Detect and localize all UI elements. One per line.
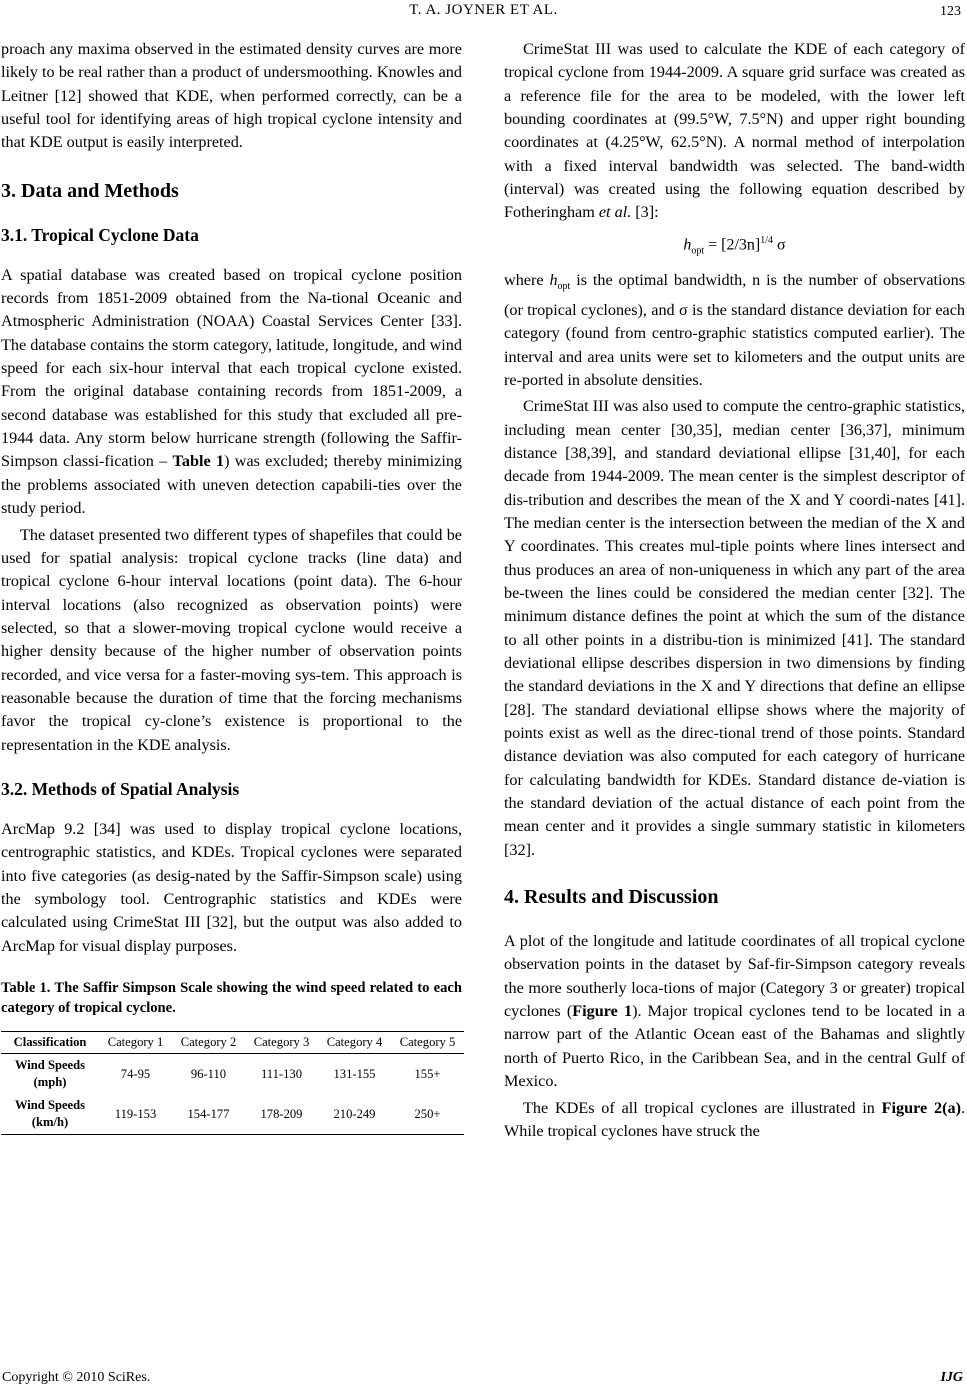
figure-1-reference[interactable]: Figure 1 (572, 1002, 633, 1021)
right-column (504, 38, 965, 1143)
left-column (1, 38, 462, 1135)
table-row-label: Wind Speeds (km/h) (1, 1094, 99, 1135)
page-number: 123 (940, 4, 961, 19)
table-1-reference[interactable]: Table 1 (172, 452, 225, 471)
figure-2a-reference[interactable]: Figure 2(a) (881, 1098, 961, 1117)
table-header-cell: Category 3 (245, 1032, 318, 1054)
table-cell: 119-153 (99, 1094, 172, 1135)
equation-explanation-paragraph: where $h_{opt}$ is the optimal bandwidth, n is the number of observations (or tropical cyclones), and σ is the standard distance deviation for each category (found from centro-graphic statistics computed earlier). The interval and area units were set to kilometers and the output units are re-ported in absolute densities. (504, 271, 966, 389)
table-row (1, 1094, 464, 1135)
page-header (0, 0, 967, 30)
results-paragraph-1: A plot of the longitude and latitude coordinates of all tropical cyclone observation points in the dataset by Saf-fir-Simpson category reveals the more southerly loca-tions of major (Category 3 or greater) tropical cyclones (Figure 1). Major tropical cyclones tend to be located in a narrow part of the Atlantic Ocean east of the Bahamas and slightly north of Puerto Rico, in the Caribbean Sea, and in the central Gulf of Mexico. (504, 932, 966, 1091)
results-paragraph-2: The KDEs of all tropical cyclones are illustrated in Figure 2(a). While tropical cyclones have struck the (504, 1098, 966, 1140)
table-cell: 154-177 (172, 1094, 245, 1135)
table-cell: 131-155 (333, 1066, 376, 1081)
saffir-simpson-table (1, 1031, 464, 1135)
bandwidth-equation: $h_{opt} = [2/3n]^{1/4}$ σ (683, 234, 786, 257)
running-head: T. A. JOYNER ET AL. (409, 2, 558, 18)
section-3-1-paragraph-2: The dataset presented two different types of shapefiles that could be used for spatial analysis: tropical cyclone tracks (line data) and tropical cyclone 6-hour interval locations (point data). The 6-hour interval locations (also recognized as observation points) were selected, so that a slower-moving tropical cyclone would receive a higher density because of the higher number of observation points recorded, and vice versa for a faster-moving sys-tem. This approach is reasonable because the duration of time that the forcing mechanisms favor the tropical cy-clone’s existence is proportional to the representation in the KDE analysis. (1, 525, 462, 754)
table-header-cell: Category 1 (99, 1032, 172, 1054)
table-header-cell: Category 2 (172, 1032, 245, 1054)
table-cell: 155+ (414, 1066, 441, 1081)
table-cell: 111-130 (260, 1066, 303, 1081)
section-3-2-heading: 3.2. Methods of Spatial Analysis (1, 778, 240, 799)
table-row-label: Wind Speeds (mph) (14, 1058, 86, 1089)
table-row (1, 1054, 464, 1095)
section-3-heading: 3. Data and Methods (1, 179, 179, 202)
centrographic-paragraph: CrimeStat III was also used to compute the centro-graphic statistics, including mean center [30,35], median center [36,37], minimum distance [38,39], and standard deviational ellipse [31,40], for each decade from 1944-2009. The mean center is the simplest descriptor of dis-tribution and describes the mean of the X and Y coordi-nates [41]. The median center is the intersection between the median of the X and Y coordinates. This creates mul-tiple points where lines intersect and thus produces an area of non-uniqueness in which any part of the area be-tween the lines could be considered the median center [32]. The minimum distance defines the point at which the sum of the distance to all other points in a distribu-tion is minimized [41]. The standard deviational ellipse describes dispersion in two dimensions by finding the standard deviations in the X and Y directions that define an ellipse [28]. The standard deviational ellipse shows where the majority of points exist as well as the direc-tional trend of those points. Standard distance deviation was also computed for each category of hurricane for calculating bandwidth for KDEs. Standard distance de-viation is the standard deviation of the actual distance of each point from the mean center and it provides a single summary statistic in kilometers [32]. (504, 397, 965, 859)
section-3-2-paragraph: ArcMap 9.2 [34] was used to display tropical cyclone locations, centrographic statistics, and KDEs. Tropical cyclones were separated into five categories (as desig-nated by the Saffir-Simpson scale) using the symbology tool. Centrographic statistics and KDEs were calculated using CrimeStat III [32], but the output was also added to ArcMap for visual display purposes. (1, 819, 462, 955)
journal-abbreviation: IJG (940, 1370, 963, 1385)
table-header-row (1, 1032, 464, 1054)
section-4-heading: 4. Results and Discussion (504, 886, 719, 909)
table-header-cell: Category 4 (318, 1032, 391, 1054)
table-cell: 96-110 (190, 1066, 227, 1081)
table-header-cell: Category 5 (391, 1032, 464, 1054)
table-cell: 178-209 (245, 1094, 318, 1135)
table-caption: Table 1. The Saffir Simpson Scale showing the wind speed related to each category of tropical cyclone. (1, 980, 462, 1016)
section-3-1-heading: 3.1. Tropical Cyclone Data (1, 224, 199, 245)
copyright-notice: Copyright © 2010 SciRes. (2, 1370, 151, 1385)
table-cell: 210-249 (318, 1094, 391, 1135)
kde-method-paragraph: CrimeStat III was used to calculate the KDE of each category of tropical cyclone from 1944-2009. A square grid surface was created as a reference file for the area to be modeled, with the lower left bounding coordinates at (99.5°W, 7.5°N) and upper right bounding coordinates at (4.25°W, 62.5°N). A normal method of interpolation with a fixed interval bandwidth was selected. The band-width (interval) was created using the following equation described by Fotheringham et al. [3]: (504, 40, 965, 222)
section-3-1-paragraph-1: A spatial database was created based on tropical cyclone position records from 1851-2009 obtained from the Na-tional Oceanic and Atmospheric Administration (NOAA) Coastal Services Center [33]. The database contains the storm category, latitude, longitude, and wind speed for each six-hour interval that each tropical cyclone existed. From the original database containing records from 1851-2009, a second database was established for this study that excluded all pre-1944 data. Any storm below hurricane strength (following the Saffir-Simpson classi-fication – Table 1) was excluded; thereby minimizing the problems associated with uneven detection capabili-ties over the study period. (1, 265, 463, 518)
intro-paragraph: proach any maxima observed in the estimated density curves are more likely to be real rather than a product of undersmoothing. Knowles and Leitner [12] showed that KDE, when performed correctly, can be a useful tool for identifying areas of high tropical cyclone intensity and that KDE output is easily interpreted. (1, 40, 462, 152)
table-header-cell: Classification (1, 1032, 99, 1054)
table-cell: 74-95 (120, 1066, 151, 1081)
table-cell: 250+ (391, 1094, 464, 1135)
